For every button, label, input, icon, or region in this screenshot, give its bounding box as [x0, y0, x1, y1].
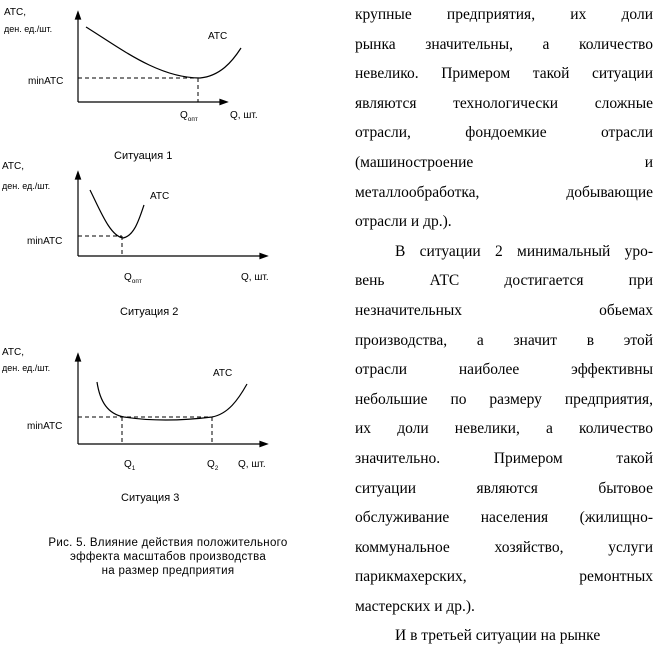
- text-line: обслуживание населения (жилищно-: [355, 509, 653, 527]
- atc-curve-label: ATC: [213, 368, 233, 379]
- q-optimal-label: $Q_{опт}$: [180, 110, 198, 123]
- body-text: [355, 0, 653, 651]
- text-line: небольшие по размеру предприятия,: [355, 390, 653, 408]
- y-axis-label-unit: ден. ед./шт.: [4, 24, 53, 34]
- text-line: отрасли наиболее эффективны: [355, 361, 653, 379]
- text-line: мастерских и др.).: [355, 597, 475, 615]
- text-line: крупные предприятия, их доли: [355, 6, 653, 23]
- text-line: их доли невелики, а количество: [355, 420, 653, 438]
- y-axis-label-unit: ден. ед./шт.: [2, 363, 51, 373]
- text-line: И в третьей ситуации на рынке: [395, 627, 601, 645]
- x-axis-arrow: [260, 442, 267, 447]
- min-atc-label: minATC: [27, 236, 63, 247]
- text-line: отрасли, фондоемкие отрасли: [355, 124, 653, 142]
- figure-caption-line: на размер предприятия: [101, 565, 235, 577]
- chart-caption: Ситуация 2: [120, 306, 179, 318]
- paragraph-2: [355, 237, 653, 622]
- atc-curve-label: ATC: [150, 191, 170, 202]
- atc-curve-label: ATC: [208, 31, 228, 42]
- q1-label: $Q_1$: [124, 459, 136, 472]
- y-axis-arrow: [76, 354, 81, 361]
- text-line: вень АТС достигается при: [355, 272, 653, 290]
- y-axis-label-top: ATC,: [2, 347, 25, 358]
- text-line: являются технологически сложные: [355, 94, 653, 112]
- atc-curve: [97, 382, 247, 420]
- text-line: значительно. Примером такой: [355, 449, 653, 467]
- q2-label: $Q_2$: [207, 459, 219, 472]
- y-axis-label-unit: ден. ед./шт.: [2, 181, 51, 191]
- text-line: невелико. Примером такой ситуации: [355, 65, 653, 83]
- text-line: ситуации являются бытовое: [355, 479, 653, 497]
- text-line: парикмахерских, ремонтных: [355, 568, 653, 586]
- q-optimal-label: $Q_{опт}$: [124, 272, 142, 285]
- text-line: производства, а значит в этой: [355, 331, 653, 349]
- text-line: (машиностроение и: [355, 153, 653, 171]
- min-atc-label: minATC: [28, 76, 64, 87]
- chart-3-plot: [0, 0, 270, 460]
- figure-caption-line: Рис. 5. Влияние действия положительного: [48, 537, 288, 549]
- x-axis-label: Q, шт.: [241, 272, 269, 283]
- figure-caption-line: эффекта масштабов производства: [69, 551, 267, 563]
- text-line: В ситуации 2 минимальный уро-: [395, 242, 653, 260]
- paragraph-3: [355, 621, 653, 651]
- text-line: металлообработка, добывающие: [355, 183, 653, 201]
- text-line: коммунальное хозяйство, услуги: [355, 538, 653, 556]
- figure-caption: [18, 536, 318, 578]
- paragraph-1: [355, 0, 653, 237]
- y-axis-label-top: ATC,: [2, 161, 25, 172]
- text-line: отрасли и др.).: [355, 213, 452, 231]
- y-axis-label-top: ATC,: [4, 7, 27, 18]
- x-axis-label: Q, шт.: [230, 110, 258, 121]
- x-axis-label: Q, шт.: [238, 459, 266, 470]
- chart-caption: Ситуация 1: [114, 150, 173, 162]
- text-line: незначительных обьемах: [355, 301, 653, 319]
- text-line: рынка значительны, а количество: [355, 35, 653, 53]
- min-atc-label: minATC: [27, 421, 63, 432]
- chart-caption: Ситуация 3: [121, 492, 180, 504]
